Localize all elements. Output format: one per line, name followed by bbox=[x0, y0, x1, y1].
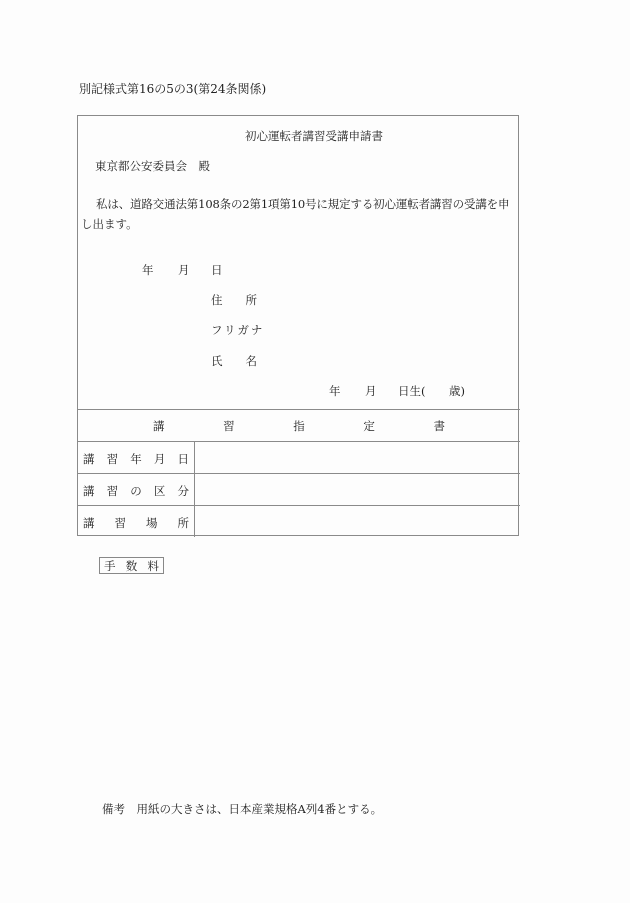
divider bbox=[77, 441, 520, 442]
row-label-course-category: 講 習 の 区 分 bbox=[83, 484, 189, 498]
course-category-value[interactable] bbox=[200, 479, 514, 501]
birth-age: 歳) bbox=[449, 384, 465, 398]
address-label: 住 所 bbox=[211, 293, 257, 307]
application-date-year: 年 bbox=[142, 263, 154, 277]
name-label: 氏 名 bbox=[211, 354, 257, 368]
remark: 備考 用紙の大きさは、日本産業規格A列4番とする。 bbox=[102, 802, 383, 816]
divider bbox=[77, 473, 520, 474]
fee-label-box: 手 数 料 bbox=[99, 557, 164, 574]
course-location-value[interactable] bbox=[200, 511, 514, 533]
application-date-month: 月 bbox=[178, 263, 190, 277]
row-label-course-location: 講 習 場 所 bbox=[83, 516, 189, 530]
statement-line-1: 私は、道路交通法第108条の2第1項第10号に規定する初心運転者講習の受講を申 bbox=[96, 197, 510, 211]
course-date-value[interactable] bbox=[200, 447, 514, 469]
addressee: 東京都公安委員会 殿 bbox=[95, 159, 210, 173]
statement-line-2: し出ます。 bbox=[81, 217, 138, 231]
furigana-label: フリガナ bbox=[211, 323, 265, 337]
divider bbox=[77, 409, 520, 410]
birth-month: 月 bbox=[365, 384, 377, 398]
birth-day: 日生( bbox=[398, 384, 426, 398]
form-title: 初心運転者講習受講申請書 bbox=[245, 129, 383, 143]
birth-year: 年 bbox=[329, 384, 341, 398]
row-label-course-date: 講 習 年 月 日 bbox=[83, 452, 189, 466]
designation-title: 講 習 指 定 書 bbox=[153, 419, 445, 433]
application-date-day: 日 bbox=[211, 263, 223, 277]
column-divider bbox=[194, 441, 195, 537]
divider bbox=[77, 505, 520, 506]
form-reference: 別記様式第16の5の3(第24条関係) bbox=[79, 82, 267, 96]
